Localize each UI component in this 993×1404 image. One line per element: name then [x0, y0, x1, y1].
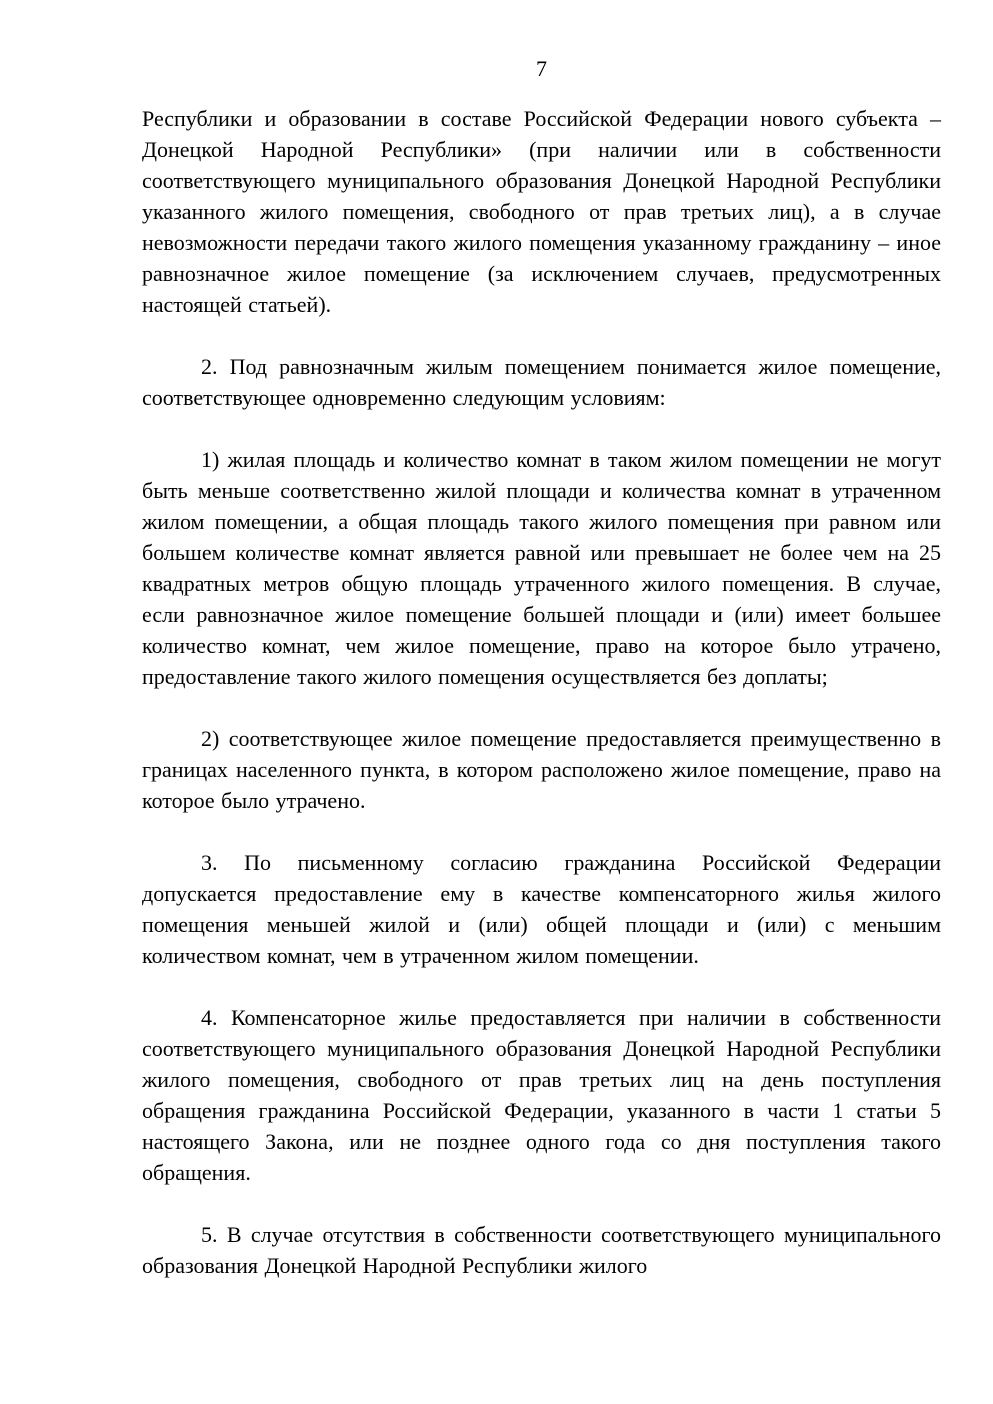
- paragraph-clause-2: 2. Под равнозначным жилым помещением понимается жилое помещение, соответствующее одновременно следующим условиям:: [142, 354, 941, 410]
- paragraph-clause-4: 4. Компенсаторное жилье предоставляется при наличии в собственности соответствующего муниципального образования Донецкой Народной Республики жилого помещения, свободного от прав третьих лиц на день поступления обращения гражданина Российской Федерации, указанного в части 1 статьи 5 настоящего Закона, или не позднее одного года со дня поступления такого обращения.: [142, 1005, 941, 1185]
- paragraph-clause-3: 3. По письменному согласию гражданина Российской Федерации допускается предоставление ему в качестве компенсаторного жилья жилого помещения меньшей жилой и (или) общей площади и (или) с меньшим количеством комнат, чем в утраченном жилом помещении.: [142, 850, 941, 968]
- page-number: 7: [536, 56, 547, 81]
- paragraph-continuation: Республики и образовании в составе Российской Федерации нового субъекта – Донецкой Народной Республики» (при наличии или в собственности соответствующего муниципального образования Донецкой Народной Республики указанного жилого помещения, свободного от прав третьих лиц), а в случае невозможности передачи такого жилого помещения указанному гражданину – иное равнозначное жилое помещение (за исключением случаев, предусмотренных настоящей статьей).: [142, 106, 941, 317]
- paragraph-subclause-2: 2) соответствующее жилое помещение предоставляется преимущественно в границах населенного пункта, в котором расположено жилое помещение, право на которое было утрачено.: [142, 726, 941, 813]
- paragraph-subclause-1: 1) жилая площадь и количество комнат в таком жилом помещении не могут быть меньше соответственно жилой площади и количества комнат в утраченном жилом помещении, а общая площадь такого жилого помещения при равном или большем количестве комнат является равной или превышает не более чем на 25 квадратных метров общую площадь утраченного жилого помещения. В случае, если равнозначное жилое помещение большей площади и (или) имеет большее количество комнат, чем жилое помещение, право на которое было утрачено, предоставление такого жилого помещения осуществляется без доплаты;: [142, 447, 941, 689]
- document-body: [142, 103, 941, 1281]
- paragraph-clause-5: 5. В случае отсутствия в собственности соответствующего муниципального образования Донецкой Народной Республики жилого: [142, 1222, 941, 1278]
